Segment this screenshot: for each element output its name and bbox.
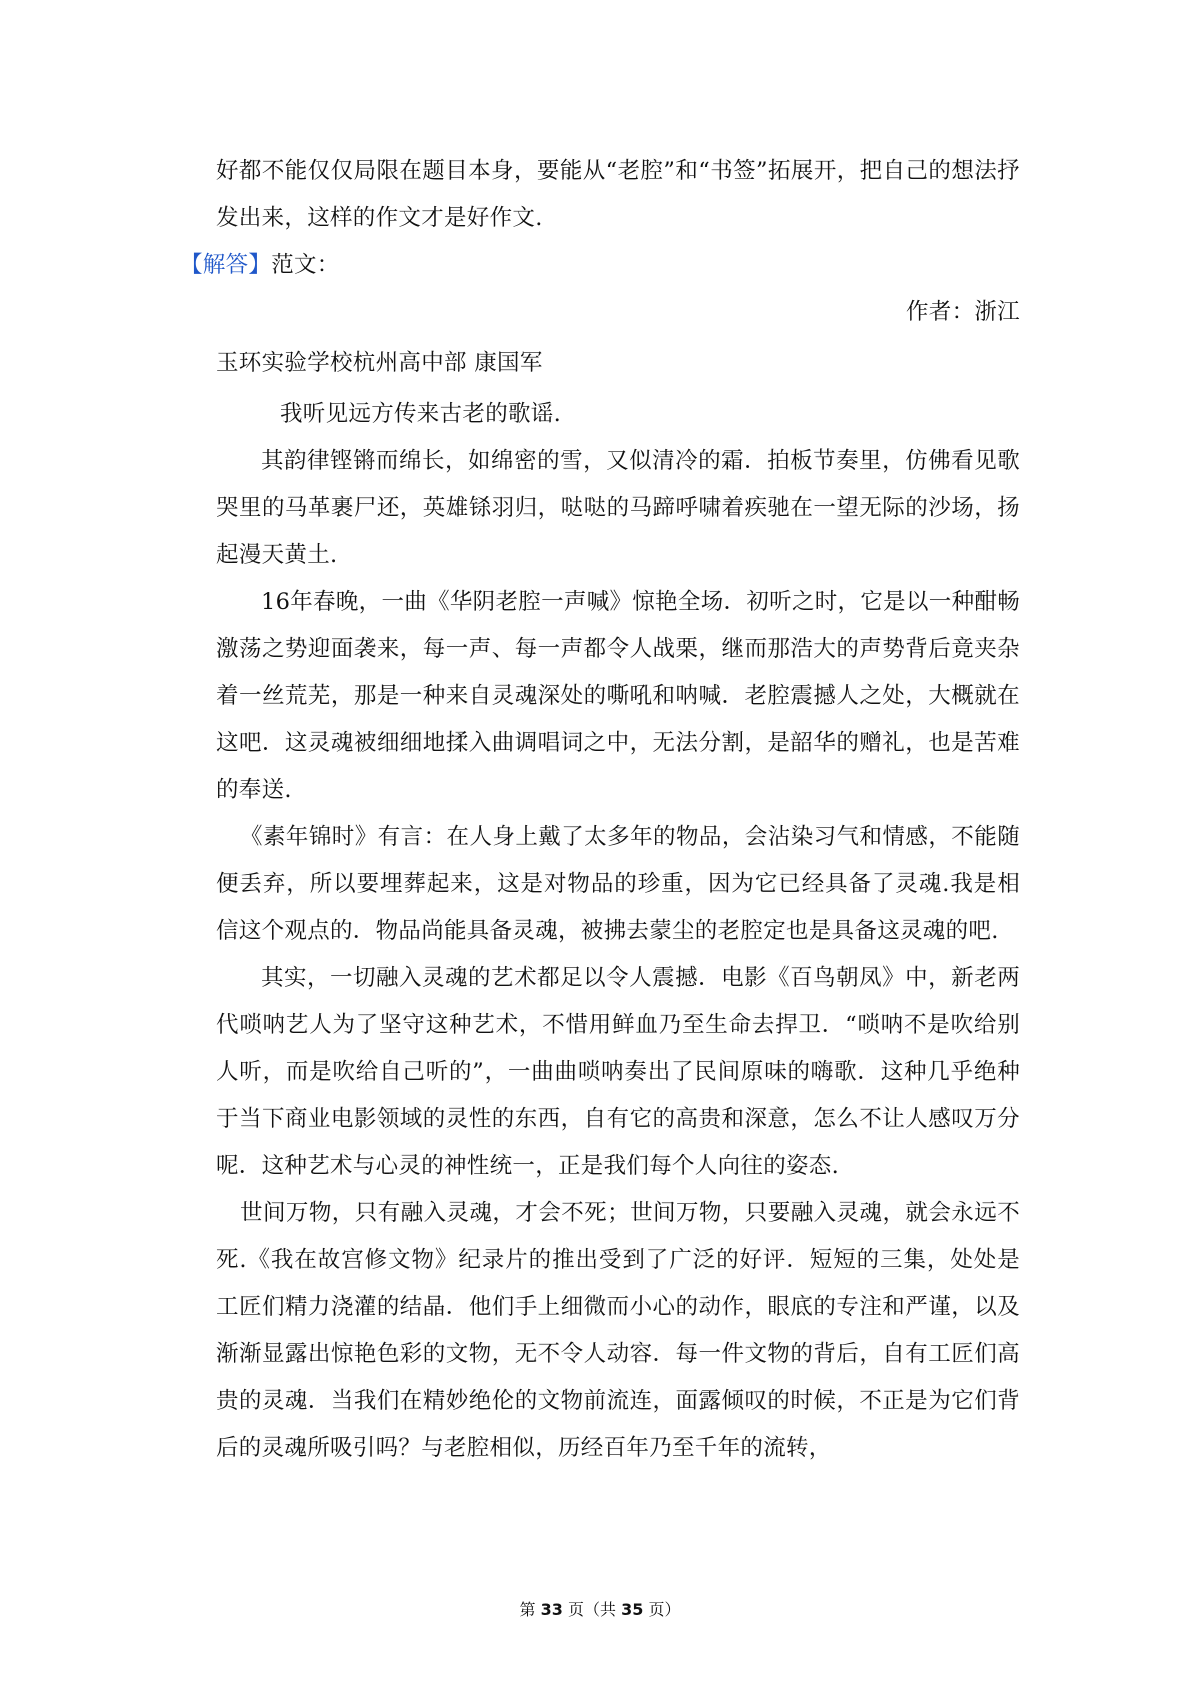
author-school: 玉环实验学校杭州高中部 康国军: [216, 350, 543, 376]
essay-paragraph-1: 其韵律铿锵而绵长，如绵密的雪，又似清冷的霜．拍板节奏里，仿佛看见歌哭里的马革裹尸还，英雄铩羽归，哒哒的马蹄呼啸着疾驰在一望无际的沙场，扬起漫天黄土.: [216, 448, 1020, 568]
essay-paragraph-4: 其实，一切融入灵魂的艺术都足以令人震撼．电影《百鸟朝凤》中，新老两代唢呐艺人为了坚守这种艺术，不惜用鲜血乃至生命去捍卫．“唢呐不是吹给别人听，而是吹给自己听的”，一曲曲唢呐奏出了民间原味的嗨歌．这种几乎绝种于当下商业电影领域的灵性的东西，自有它的高贵和深意，怎么不让人感叹万分呢．这种艺术与心灵的神性统一，正是我们每个人向往的姿态.: [216, 965, 1020, 1179]
essay-intro: 我听见远方传来古老的歌谣.: [280, 401, 562, 427]
footer-suffix: 页）: [643, 1600, 681, 1619]
essay-paragraph-5: 世间万物，只有融入灵魂，才会不死；世间万物，只要融入灵魂，就会永远不死.《我在故宫修文物》纪录片的推出受到了广泛的好评．短短的三集，处处是工匠们精力浇灌的结晶．他们手上细微而小心的动作，眼底的专注和严谨，以及渐渐显露出惊艳色彩的文物，无不令人动容．每一件文物的背后，自有工匠们高贵的灵魂．当我们在精妙绝伦的文物前流连，面露倾叹的时候，不正是为它们背后的灵魂所吸引吗？与老腔相似，历经百年乃至千年的流转，: [216, 1200, 1020, 1461]
footer-prefix: 第: [519, 1600, 541, 1619]
page-content: [180, 148, 1020, 1472]
author-line: 作者：浙江: [905, 299, 1020, 325]
answer-tag: 【解答】: [180, 252, 272, 278]
page-footer: [0, 1597, 1200, 1620]
answer-label: 范文：: [271, 252, 340, 278]
answer-heading: [180, 242, 1020, 289]
footer-middle: 页（共: [562, 1600, 622, 1619]
footer-page-number: 33: [540, 1600, 563, 1619]
essay-paragraph-3: 《素年锦时》有言：在人身上戴了太多年的物品，会沾染习气和情感，不能随便丢弃，所以要埋葬起来，这是对物品的珍重，因为它已经具备了灵魂.我是相信这个观点的．物品尚能具备灵魂，被拂去蒙尘的老腔定也是具备这灵魂的吧.: [216, 824, 1020, 944]
footer-total-pages: 35: [621, 1600, 644, 1619]
continuation-paragraph: 好都不能仅仅局限在题目本身，要能从“老腔”和“书签”拓展开，把自己的想法抒发出来，这样的作文才是好作文.: [216, 158, 1020, 231]
essay-paragraph-2: 16年春晚，一曲《华阴老腔一声喊》惊艳全场．初听之时，它是以一种酣畅激荡之势迎面袭来，每一声、每一声都令人战栗，继而那浩大的声势背后竟夹杂着一丝荒芜，那是一种来自灵魂深处的嘶吼和呐喊．老腔震撼人之处，大概就在这吧．这灵魂被细细地揉入曲调唱词之中，无法分割，是韶华的赠礼，也是苦难的奉送.: [216, 589, 1020, 803]
